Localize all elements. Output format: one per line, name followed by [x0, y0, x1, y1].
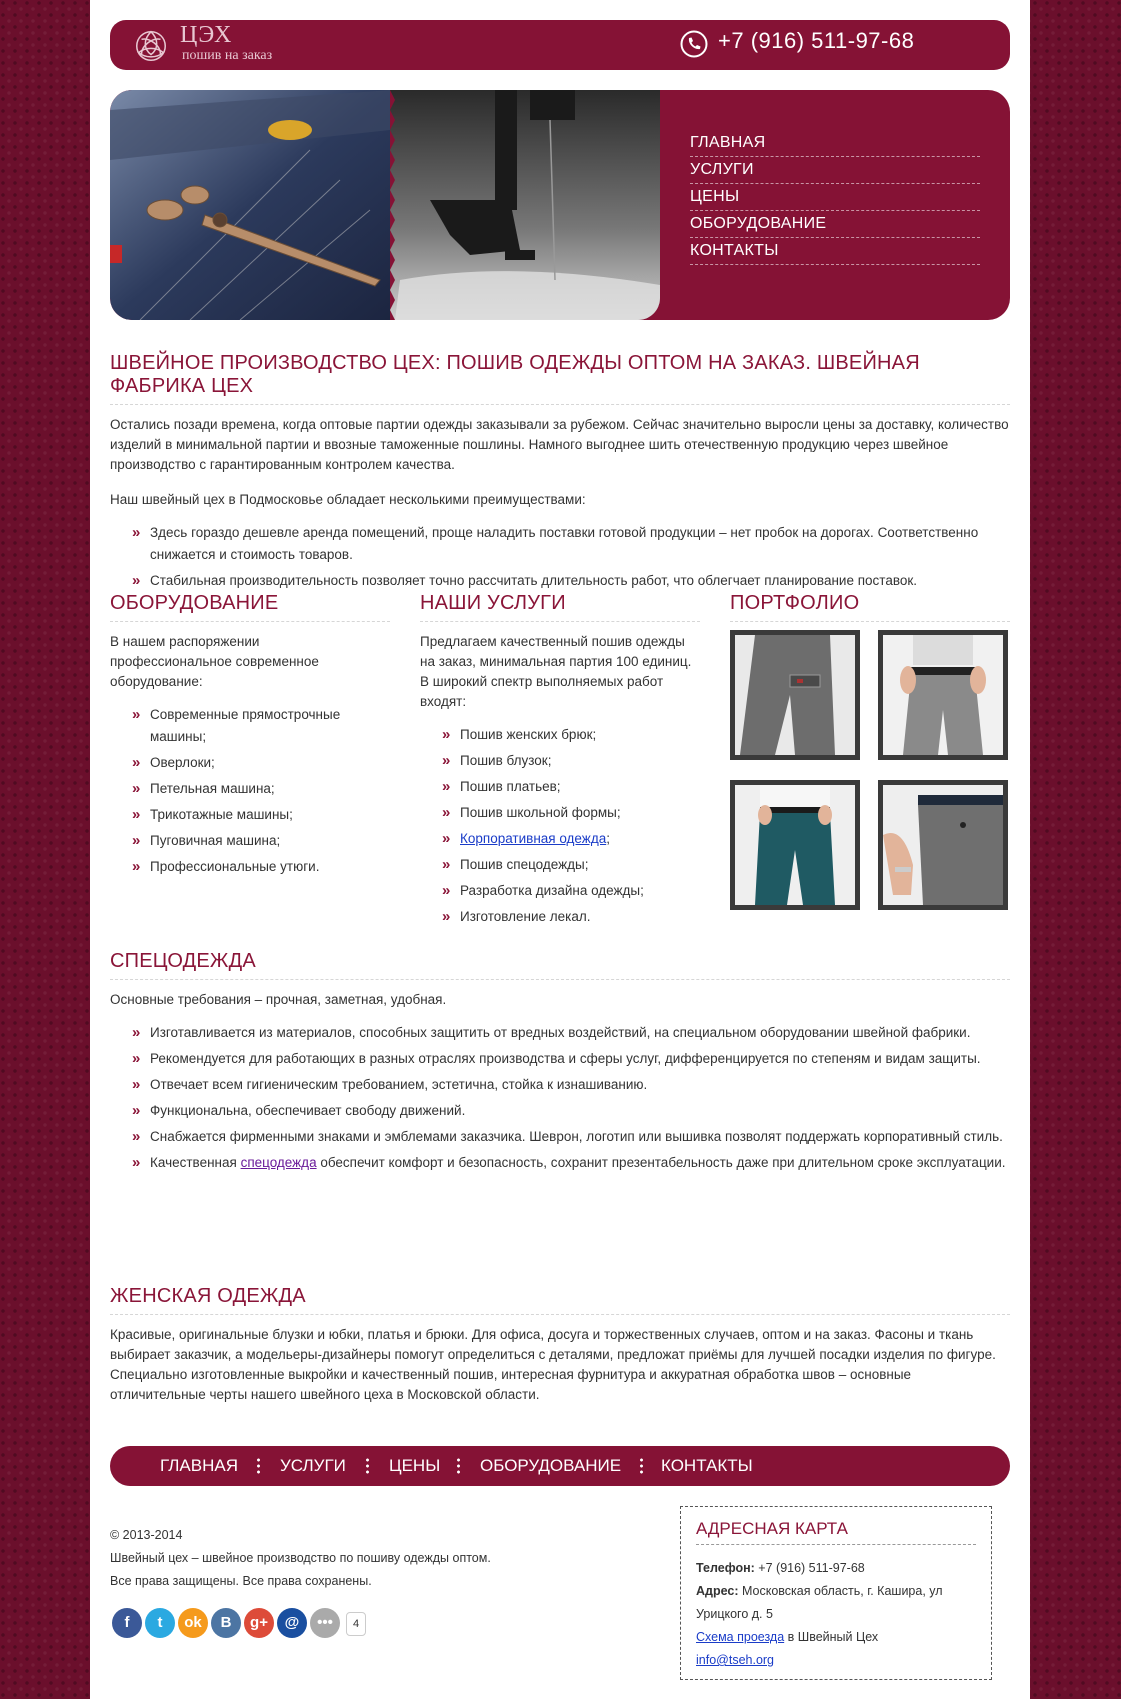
portfolio-image-1[interactable]: [730, 630, 860, 760]
more-icon[interactable]: •••: [310, 1608, 340, 1638]
address-value: Московская область, г. Кашира, ул Урицкого д. 5: [696, 1584, 943, 1621]
footer-rights: Все права защищены. Все права сохранены.: [110, 1574, 372, 1588]
address-box-title: АДРЕСНАЯ КАРТА: [696, 1519, 976, 1545]
header-phone[interactable]: +7 (916) 511-97-68: [718, 28, 915, 53]
portfolio-title: ПОРТФОЛИО: [730, 592, 1010, 622]
nav-item-home[interactable]: ГЛАВНАЯ: [690, 130, 980, 157]
equipment-intro: В нашем распоряжении профессиональное современное оборудование:: [110, 634, 319, 689]
gray-trousers-image: [735, 635, 855, 755]
list-item: » Стабильная производительность позволяет точно рассчитать длительность работ, что облегчает планирование поставок.: [132, 570, 1010, 592]
footer-description: Швейный цех – швейное производство по пошиву одежды оптом.: [110, 1551, 491, 1565]
list-item: » Трикотажные машины;: [132, 804, 390, 826]
footer-nav-separator: [640, 1457, 643, 1475]
link-suffix: ;: [606, 831, 610, 846]
gray-trousers-pocket-image: [883, 785, 1003, 905]
footer-nav-equipment[interactable]: ОБОРУДОВАНИЕ: [480, 1456, 622, 1475]
list-item: » Пуговичная машина;: [132, 830, 390, 852]
services-list: [420, 724, 700, 928]
route-row: [696, 1626, 976, 1649]
services-title: НАШИ УСЛУГИ: [420, 592, 700, 622]
address-row: [696, 1580, 976, 1626]
email-row: [696, 1649, 976, 1672]
nav-item-services[interactable]: УСЛУГИ: [690, 157, 980, 184]
nav-item-contacts[interactable]: КОНТАКТЫ: [690, 238, 980, 265]
vkontakte-icon[interactable]: B: [211, 1608, 241, 1638]
share-counter: 4: [346, 1612, 366, 1636]
main-nav: [690, 130, 980, 265]
footer-info: [110, 1524, 560, 1593]
list-item: » Пошив женских брюк;: [442, 724, 700, 746]
footer-nav-home[interactable]: ГЛАВНАЯ: [160, 1456, 238, 1475]
gray-trousers-back-image: [883, 635, 1003, 755]
list-item: » Профессиональные утюги.: [132, 856, 390, 878]
list-item: [132, 1152, 1010, 1174]
workwear-list: [110, 1022, 1010, 1174]
list-item: » Функциональна, обеспечивает свободу движений.: [132, 1100, 1010, 1122]
list-item: » Отвечает всем гигиеническим требованием, эстетична, стойка к изнашиванию.: [132, 1074, 1010, 1096]
hero-sewing-image: [110, 90, 660, 320]
list-item: » Пошив платьев;: [442, 776, 700, 798]
address-box-body: [696, 1557, 976, 1672]
list-item: » Пошив блузок;: [442, 750, 700, 772]
facebook-icon[interactable]: f: [112, 1608, 142, 1638]
workwear-intro: Основные требования – прочная, заметная, удобная.: [110, 992, 447, 1007]
intro-section: [110, 352, 1010, 596]
logo-title[interactable]: ЦЭХ: [180, 22, 233, 48]
nav-item-prices[interactable]: ЦЕНЫ: [690, 184, 980, 211]
footer-nav-services[interactable]: УСЛУГИ: [280, 1456, 346, 1475]
mailru-icon[interactable]: @: [277, 1608, 307, 1638]
googleplus-icon[interactable]: g+: [244, 1608, 274, 1638]
intro-advantages-lead: Наш швейный цех в Подмосковье обладает несколькими преимуществами:: [110, 492, 586, 507]
route-suffix: в Швейный Цех: [784, 1630, 879, 1644]
workwear-last-suffix: обеспечит комфорт и безопасность, сохранит презентабельность даже при длительном сроке эксплуатации.: [316, 1155, 1006, 1170]
footer-nav-separator: [366, 1457, 369, 1475]
intro-paragraph: Остались позади времена, когда оптовые партии одежды заказывали за рубежом. Сейчас значительно выросли цены за доставку, количество изделий в минимальной партии и ввозные таможенные пошлины. Намного выгоднее шить отечественную продукцию через швейное производство с гарантированным контролем качества.: [110, 417, 1009, 472]
services-intro: Предлагаем качественный пошив одежды на заказ, минимальная партия 100 единиц. В широкий спектр выполняемых работ входят:: [420, 634, 692, 709]
list-item: » Рекомендуется для работающих в разных отраслях производства и сферы услуг, дифференцируется по степеням и видам защиты.: [132, 1048, 1010, 1070]
list-item: » Изготовление лекал.: [442, 906, 700, 928]
list-item: » Снабжается фирменными знаками и эмблемами заказчика. Шеврон, логотип или вышивка позволят поддержать корпоративный стиль.: [132, 1126, 1010, 1148]
list-item: » Современные прямострочные машины;: [132, 704, 350, 748]
address-phone-row: [696, 1557, 976, 1580]
equipment-list: [110, 704, 390, 878]
list-item: » Петельная машина;: [132, 778, 390, 800]
portfolio-image-2[interactable]: [878, 630, 1008, 760]
list-item: » Пошив спецодежды;: [442, 854, 700, 876]
header-bar: [110, 20, 1010, 70]
women-text: Красивые, оригинальные блузки и юбки, платья и брюки. Для офиса, досуга и торжественных случаев, оптом и на заказ. Фасоны и ткань выбирает заказчик, а модельеры-дизайнеры помогут определиться с деталями, предложат приёмы для лучшей посадки изделия по фигуре. Специально изготовленные выкройки и качественный пошив, интересная фурнитура и аккуратная обработка швов – основные отличительные черты нашего швейного цеха в Московской области.: [110, 1327, 996, 1402]
odnoklassniki-icon[interactable]: ok: [178, 1608, 208, 1638]
phone-icon: [680, 30, 708, 58]
footer-nav-separator: [257, 1457, 260, 1475]
women-title: ЖЕНСКАЯ ОДЕЖДА: [110, 1285, 1010, 1315]
footer-nav-prices[interactable]: ЦЕНЫ: [389, 1456, 441, 1475]
portfolio-section: [730, 592, 1010, 622]
page-container: [90, 0, 1030, 1699]
email-link[interactable]: info@tseh.org: [696, 1653, 775, 1667]
portfolio-image-3[interactable]: [730, 780, 860, 910]
portfolio-image-4[interactable]: [878, 780, 1008, 910]
workwear-title: СПЕЦОДЕЖДА: [110, 950, 1010, 980]
equipment-section: [110, 592, 390, 882]
address-phone-value: +7 (916) 511-97-68: [754, 1561, 865, 1575]
corporate-clothing-link[interactable]: Корпоративная одежда: [460, 831, 607, 846]
workwear-link[interactable]: спецодежда: [240, 1155, 317, 1170]
copyright: © 2013-2014: [110, 1528, 183, 1542]
address-box: [680, 1506, 992, 1680]
nav-item-equipment[interactable]: ОБОРУДОВАНИЕ: [690, 211, 980, 238]
workwear-last-prefix: Качественная: [150, 1155, 241, 1170]
address-phone-label: Телефон:: [696, 1561, 755, 1575]
women-section: [110, 1285, 1010, 1405]
footer-nav: [110, 1446, 1010, 1486]
advantages-list: [110, 522, 1010, 592]
route-link[interactable]: Схема проезда: [696, 1630, 785, 1644]
logo-subtitle: пошив на заказ: [182, 48, 273, 63]
hero-banner: [110, 90, 1010, 320]
list-item: » Пошив школьной формы;: [442, 802, 700, 824]
list-item: » Изготавливается из материалов, способных защитить от вредных воздействий, на специальном оборудовании швейной фабрики.: [132, 1022, 1010, 1044]
services-section: [420, 592, 700, 932]
footer-nav-contacts[interactable]: КОНТАКТЫ: [661, 1456, 753, 1475]
teal-trousers-image: [735, 785, 855, 905]
list-item: » Разработка дизайна одежды;: [442, 880, 700, 902]
equipment-title: ОБОРУДОВАНИЕ: [110, 592, 390, 622]
address-label: Адрес:: [696, 1584, 739, 1598]
twitter-icon[interactable]: t: [145, 1608, 175, 1638]
list-item: » Оверлоки;: [132, 752, 390, 774]
list-item: » Здесь гораздо дешевле аренда помещений, проще наладить поставки готовой продукции – нет пробок на дорогах. Соответственно снижается и стоимость товаров.: [132, 522, 1010, 566]
workwear-section: [110, 950, 1010, 1178]
footer-nav-separator: [457, 1457, 460, 1475]
list-item: [442, 828, 700, 850]
celtic-knot-logo-icon[interactable]: [132, 26, 170, 64]
page-title: ШВЕЙНОЕ ПРОИЗВОДСТВО ЦЕХ: ПОШИВ ОДЕЖДЫ ОПТОМ НА ЗАКАЗ. ШВЕЙНАЯ ФАБРИКА ЦЕХ: [110, 352, 1010, 405]
